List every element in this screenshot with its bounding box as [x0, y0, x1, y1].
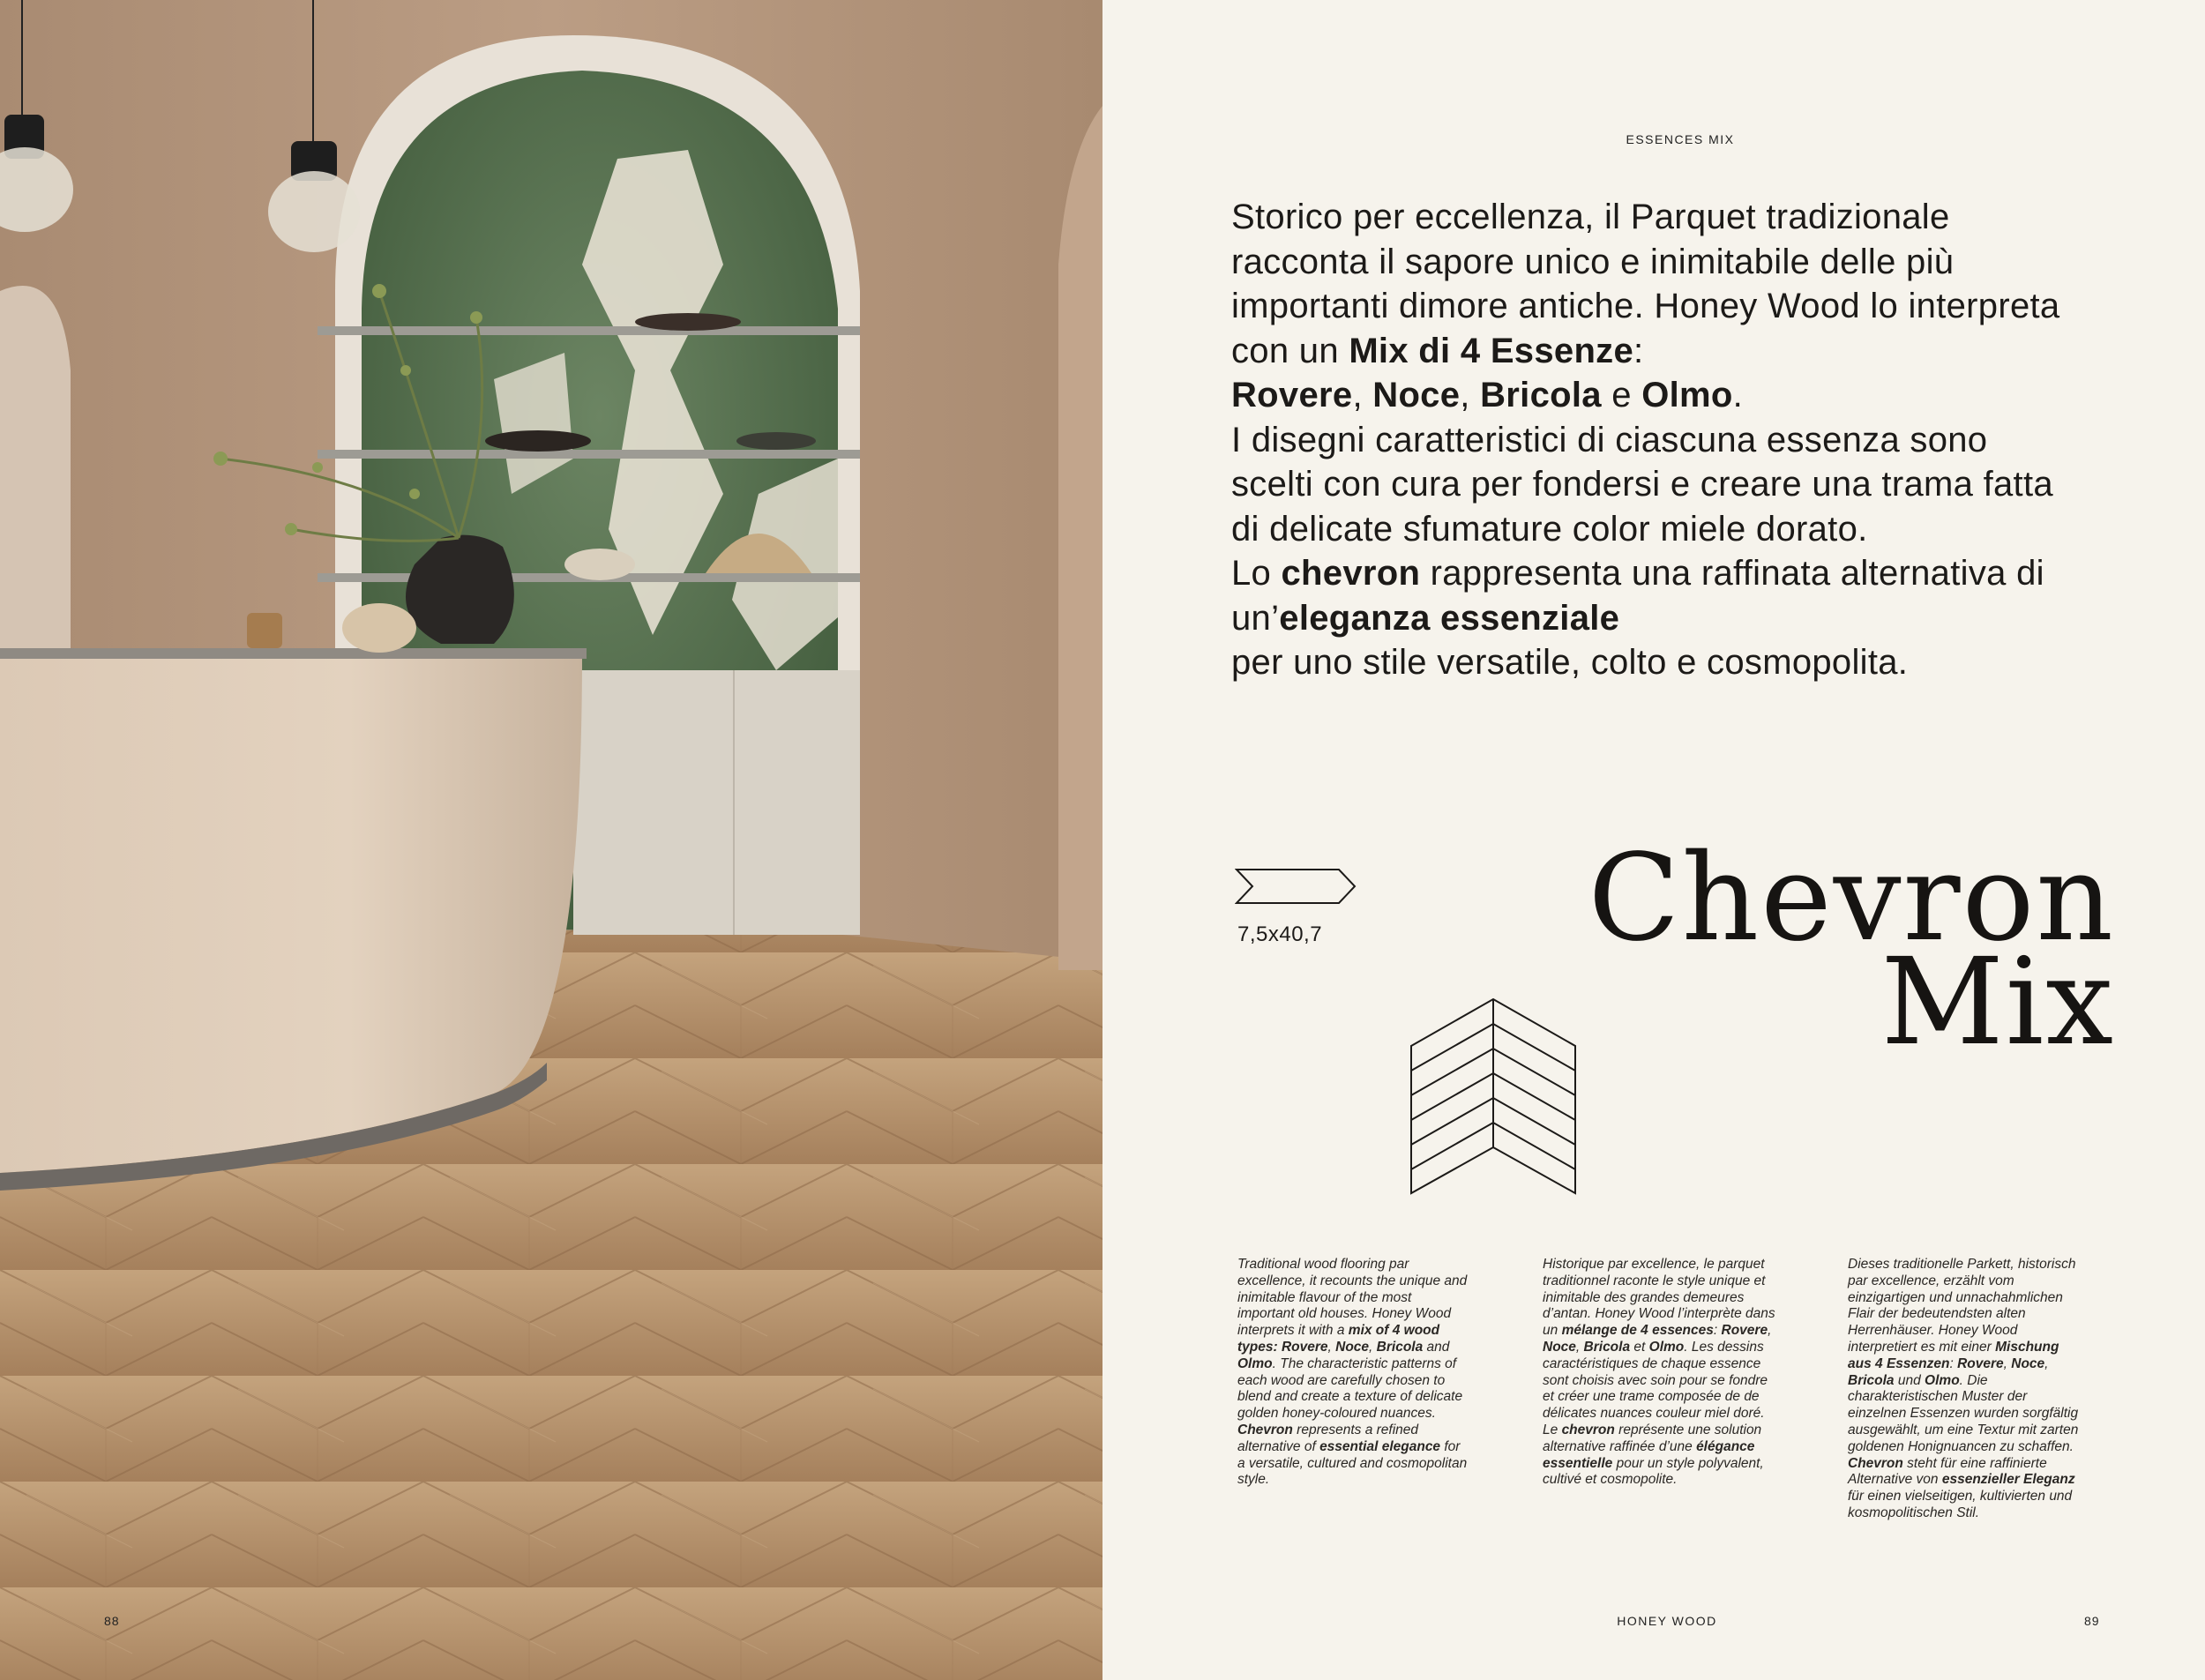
- col-text: für einen vielseitigen, kultivierten und kosmopolitischen Stil.: [1848, 1489, 2073, 1520]
- col-text: steht für eine raffinierte Alternative von: [1848, 1455, 2047, 1488]
- intro-bold: Rovere: [1231, 376, 1353, 414]
- intro-text: :: [1633, 331, 1644, 370]
- col-text: Dieses traditionelle Parkett, historisch par excellence, erzählt vom einzigartigen und unnachahmlichen Flair der bedeutendsten alten Herrenhäuser. Honey Wood interpretiert es mit einer: [1848, 1257, 2076, 1355]
- col-bold: Bricola: [1583, 1339, 1631, 1355]
- footer-brand: HONEY WOOD: [1617, 1614, 1717, 1628]
- intro-bold: Olmo: [1641, 376, 1733, 414]
- col-text: und: [1894, 1372, 1925, 1388]
- intro-text: .: [1732, 376, 1744, 414]
- col-bold: Rovere: [1957, 1355, 2004, 1371]
- page-number-left: 88: [104, 1614, 120, 1628]
- text-column-en: [1237, 1257, 1471, 1489]
- col-bold: Olmo: [1925, 1372, 1960, 1388]
- col-bold: Chevron: [1237, 1422, 1293, 1437]
- col-text: . Les dessins caractéristiques de chaque essence sont choisis avec soin pour se fondre et créer une trame composée de de délicates nuances couleur miel doré. Le: [1543, 1339, 1768, 1437]
- col-bold: Noce: [2011, 1355, 2045, 1371]
- col-text: Historique par excellence, le parquet traditionnel raconte le style unique et inimitable des grandes demeures d’antan. Honey Wood l’interprète dans un: [1543, 1257, 1775, 1339]
- intro-text: per uno stile versatile, colto e cosmopolita.: [1231, 643, 1909, 682]
- col-text: for a versatile, cultured and cosmopolitan style.: [1237, 1438, 1468, 1488]
- interior-illustration: [0, 0, 1102, 1680]
- col-text: represents a refined alternative of: [1237, 1422, 1419, 1454]
- col-bold: Bricola: [1848, 1372, 1895, 1388]
- col-text: ,: [2003, 1355, 2012, 1371]
- col-bold: Noce: [1335, 1339, 1370, 1355]
- title-line-1: Chevron: [1588, 829, 2115, 968]
- col-text: :: [1949, 1355, 1958, 1371]
- intro-bold: Mix di 4 Essenze: [1349, 331, 1634, 370]
- interior-photo: [0, 0, 1102, 1680]
- col-text: ,: [1768, 1323, 1772, 1339]
- col-bold: chevron: [1561, 1422, 1615, 1437]
- intro-text: rappresenta una raffinata alternativa di un’: [1231, 554, 2044, 638]
- col-bold: essenzieller Eleganz: [1941, 1472, 2075, 1488]
- intro-text: ,: [1460, 376, 1481, 414]
- col-bold: Olmo: [1648, 1339, 1685, 1355]
- col-bold: mix of 4 wood types: Rovere: [1237, 1323, 1440, 1355]
- intro-bold: Noce: [1372, 376, 1461, 414]
- title-line-2: Mix: [1880, 933, 2115, 1072]
- col-text: . The characteristic patterns of each wood are carefully chosen to blend and create a texture of delicate golden honey-coloured nuances.: [1237, 1355, 1463, 1422]
- format-size: 7,5x40,7: [1237, 922, 1323, 946]
- col-bold: mélange de 4 essences: [1561, 1323, 1714, 1339]
- intro-text: e: [1601, 376, 1642, 414]
- col-text: ,: [1327, 1339, 1336, 1355]
- text-page: [1102, 0, 2205, 1680]
- col-bold: Noce: [1543, 1339, 1576, 1355]
- intro-bold: eleganza essenziale: [1279, 598, 1620, 638]
- col-text: ,: [1575, 1339, 1584, 1355]
- col-text: and: [1423, 1339, 1450, 1355]
- chevron-pattern-icon: [1409, 997, 1577, 1195]
- col-text: :: [1713, 1323, 1722, 1339]
- col-text: pour un style polyvalent, cultivé et cosmopolite.: [1543, 1455, 1764, 1488]
- intro-text: I disegni caratteristici di ciascuna essenza sono scelti con cura per fondersi e creare una trama fatta di delicate sfumature color miele dorato.: [1231, 420, 2053, 549]
- col-bold: Chevron: [1848, 1455, 1903, 1471]
- col-bold: Bricola: [1376, 1339, 1424, 1355]
- intro-text: Lo: [1231, 554, 1282, 593]
- intro-bold: Bricola: [1480, 376, 1602, 414]
- col-text: ,: [1369, 1339, 1377, 1355]
- intro-paragraph: [1231, 195, 2078, 685]
- page-number-right: 89: [2084, 1614, 2100, 1628]
- col-bold: Rovere: [1721, 1323, 1768, 1339]
- col-text: et: [1630, 1339, 1649, 1355]
- col-text: ,: [2044, 1355, 2049, 1371]
- col-text: représente une solution alternative raffinée d’une: [1543, 1422, 1762, 1454]
- col-bold: Mischung aus 4 Essenzen: [1848, 1339, 2059, 1371]
- col-bold: Olmo: [1237, 1355, 1273, 1371]
- intro-text: ,: [1352, 376, 1373, 414]
- text-column-de: [1848, 1257, 2082, 1522]
- col-text: . Die charakteristischen Muster der einzelnen Essenzen wurden sorgfältig ausgewählt, um eine Textur mit zarten goldenen Honignuancen zu schaffen.: [1848, 1372, 2079, 1454]
- section-label: ESSENCES MIX: [1626, 132, 1735, 146]
- product-title: [1588, 829, 2115, 1072]
- chevron-plank-icon: [1235, 868, 1358, 905]
- col-text: Traditional wood flooring par excellence, it recounts the unique and inimitable flavour of the most important old houses. Honey Wood interprets it with a: [1237, 1257, 1468, 1339]
- col-bold: élégance essentielle: [1543, 1438, 1755, 1471]
- intro-text: Storico per eccellenza, il Parquet tradizionale racconta il sapore unico e inimitabile delle più importanti dimore antiche. Honey Wood lo interpreta con un: [1231, 198, 2060, 370]
- text-column-fr: [1543, 1257, 1776, 1489]
- intro-bold: chevron: [1281, 554, 1421, 593]
- col-bold: essential elegance: [1319, 1438, 1441, 1454]
